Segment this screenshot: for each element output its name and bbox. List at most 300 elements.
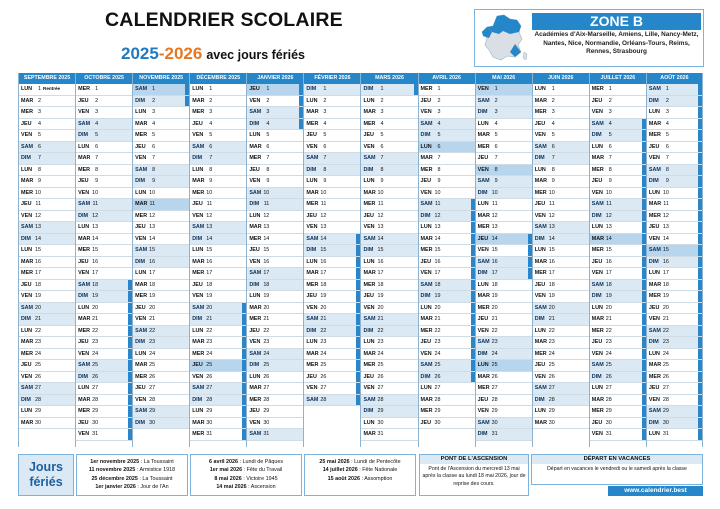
holidays-column-2	[190, 454, 302, 496]
day-name: JEU	[534, 201, 546, 207]
day-name: MER	[78, 247, 91, 253]
day-name: VEN	[21, 132, 33, 138]
day-name: VEN	[591, 189, 603, 196]
day-cell	[76, 234, 132, 246]
day-name: JEU	[135, 224, 146, 230]
day-name: LUN	[420, 304, 432, 311]
day-cell	[247, 130, 303, 142]
day-number: 15	[605, 247, 612, 253]
day-cell	[476, 188, 532, 200]
day-number: 25	[320, 362, 327, 368]
day-number: 1	[152, 86, 156, 92]
day-name: SAM	[420, 362, 433, 368]
day-name: MAR	[534, 97, 547, 104]
day-name: SAM	[21, 304, 33, 311]
holiday-entry: 25 décembre 2025 : La Toussaint	[91, 475, 173, 482]
day-cell	[190, 199, 246, 211]
day-name: DIM	[534, 396, 545, 403]
day-cell	[361, 176, 417, 188]
day-cell	[190, 176, 246, 188]
day-name: MAR	[192, 97, 205, 104]
day-cell	[476, 165, 532, 177]
day-cell	[19, 314, 75, 326]
day-name: JEU	[192, 362, 203, 368]
day-cell	[19, 291, 75, 303]
day-number: 16	[263, 258, 270, 265]
day-cell	[419, 211, 475, 223]
day-number: 22	[320, 327, 327, 334]
day-number: 30	[491, 419, 498, 426]
day-cell	[361, 280, 417, 292]
day-name: SAM	[78, 120, 91, 127]
day-cell	[533, 418, 589, 430]
day-cell	[419, 165, 475, 177]
day-name: MAR	[477, 132, 490, 138]
day-name: LUN	[21, 327, 33, 334]
day-number: 31	[206, 431, 213, 437]
day-cell	[247, 142, 303, 154]
day-cell	[247, 257, 303, 269]
day-number: 13	[662, 224, 669, 230]
day-number: 5	[437, 132, 441, 138]
day-cell	[361, 96, 417, 108]
day-cell	[419, 349, 475, 361]
day-number: 3	[608, 109, 612, 115]
day-cell	[419, 326, 475, 338]
day-name: LUN	[363, 419, 375, 426]
day-cell	[76, 303, 132, 315]
day-number: 5	[209, 132, 213, 138]
day-cell	[533, 165, 589, 177]
day-name: VEN	[78, 431, 90, 437]
day-number: 3	[494, 109, 498, 115]
day-cell	[647, 418, 702, 430]
day-number: 23	[377, 339, 384, 345]
day-cell	[533, 130, 589, 142]
day-number: 13	[149, 224, 156, 230]
day-number: 5	[608, 132, 612, 138]
day-name: JEU	[192, 281, 203, 288]
day-cell	[247, 268, 303, 280]
day-number: 1	[494, 86, 498, 92]
day-number: 4	[266, 120, 270, 127]
day-number: 3	[323, 109, 327, 115]
day-name: LUN	[591, 224, 603, 230]
day-number: 6	[494, 143, 498, 150]
day-name: JEU	[534, 120, 546, 127]
day-number: 9	[95, 178, 99, 184]
jours-feries-line2: fériés	[29, 475, 63, 489]
holiday-label: La Toussaint	[142, 475, 173, 482]
day-number: 19	[92, 293, 99, 299]
day-name: MER	[420, 86, 433, 92]
day-number: 2	[152, 97, 156, 104]
day-cell	[190, 84, 246, 96]
day-name: SAM	[648, 408, 661, 414]
day-cell	[190, 245, 246, 257]
day-name: VEN	[306, 304, 318, 311]
day-name: JEU	[78, 419, 89, 426]
day-name: SAM	[363, 396, 376, 403]
day-name: MAR	[534, 178, 547, 184]
day-name: LUN	[192, 86, 204, 92]
day-name: LUN	[306, 178, 318, 184]
day-number: 14	[434, 235, 441, 242]
day-cell	[476, 337, 532, 349]
day-cell	[76, 406, 132, 418]
day-name: MAR	[363, 350, 376, 357]
day-number: 10	[35, 189, 41, 196]
day-name: DIM	[135, 178, 146, 184]
day-name: DIM	[363, 166, 374, 173]
day-cell	[419, 130, 475, 142]
day-name: JEU	[477, 235, 489, 242]
day-name: VEN	[648, 396, 660, 403]
day-number: 18	[605, 281, 612, 288]
day-name: MER	[192, 189, 205, 196]
day-number: 2	[266, 97, 270, 104]
day-cell	[361, 188, 417, 200]
day-name: DIM	[135, 97, 146, 104]
day-name: LUN	[363, 258, 375, 265]
day-number: 27	[263, 385, 270, 391]
day-name: VEN	[78, 350, 90, 357]
day-cell	[19, 395, 75, 407]
day-cell	[247, 165, 303, 177]
day-name: SAM	[135, 327, 148, 334]
day-name: SAM	[648, 166, 661, 173]
day-name: LUN	[249, 132, 261, 138]
day-number: 30	[377, 419, 384, 426]
day-name: SAM	[534, 143, 547, 150]
day-number: 17	[605, 270, 612, 276]
day-name: MAR	[21, 339, 34, 345]
day-cell	[533, 96, 589, 108]
day-name: MAR	[192, 178, 205, 184]
day-name: MER	[648, 132, 661, 138]
day-cell	[76, 142, 132, 154]
day-cell	[133, 257, 189, 269]
day-number: 15	[320, 247, 327, 253]
day-cell	[19, 96, 75, 108]
day-cell	[647, 176, 702, 188]
day-number: 21	[35, 316, 41, 322]
day-name: MAR	[192, 419, 205, 426]
day-name: VEN	[306, 385, 318, 391]
day-cell	[304, 337, 360, 349]
day-cell	[647, 119, 702, 131]
day-name: JEU	[78, 258, 89, 265]
day-name: LUN	[477, 362, 489, 368]
day-name: SAM	[192, 224, 205, 230]
day-name: SAM	[135, 86, 148, 92]
day-cell	[133, 291, 189, 303]
year-end: 2026	[164, 44, 203, 63]
day-name: DIM	[591, 373, 602, 380]
day-number: 9	[494, 178, 498, 184]
day-name: MER	[591, 408, 604, 414]
day-name: DIM	[363, 408, 374, 414]
day-number: 21	[377, 316, 384, 322]
day-number: 29	[548, 408, 555, 414]
day-name: MAR	[21, 258, 34, 265]
day-number: 25	[92, 362, 99, 368]
day-name: VEN	[591, 431, 603, 437]
day-name: JEU	[21, 201, 32, 207]
day-number: 4	[380, 120, 384, 127]
day-cell	[476, 383, 532, 395]
day-number: 20	[377, 304, 384, 311]
day-cell	[419, 245, 475, 257]
day-name: MER	[477, 385, 490, 391]
day-number: 29	[605, 408, 612, 414]
day-name: MAR	[420, 235, 433, 242]
day-number: 12	[206, 212, 213, 219]
day-name: DIM	[534, 316, 545, 322]
day-number: 4	[323, 120, 327, 127]
day-cell	[133, 107, 189, 119]
holiday-label: Fête du Travail	[246, 467, 283, 474]
day-name: LUN	[648, 270, 660, 276]
day-cell	[133, 130, 189, 142]
holidays-column-3	[304, 454, 416, 496]
day-name: JEU	[363, 212, 374, 219]
day-cell	[419, 395, 475, 407]
day-name: DIM	[477, 109, 488, 115]
day-cell	[476, 429, 532, 441]
month-header: OCTOBRE 2025	[76, 73, 132, 84]
day-cell	[476, 268, 532, 280]
day-number: 30	[35, 419, 41, 426]
day-number: 14	[491, 235, 498, 242]
day-name: MER	[591, 247, 604, 253]
day-cell	[590, 153, 646, 165]
day-name: JEU	[78, 97, 89, 104]
day-cell	[647, 211, 702, 223]
day-number: 31	[662, 431, 669, 437]
day-number: 25	[434, 362, 441, 368]
zone-box	[474, 9, 704, 67]
holiday-label: Jour de l'An	[140, 484, 169, 491]
day-name: SAM	[420, 281, 433, 288]
day-name: JEU	[420, 178, 432, 184]
day-number: 11	[434, 201, 441, 207]
day-number: 2	[380, 97, 384, 104]
day-name: LUN	[249, 212, 261, 219]
day-number: 16	[377, 258, 384, 265]
day-cell	[647, 429, 702, 441]
day-number: 19	[662, 293, 669, 299]
day-name: VEN	[192, 373, 204, 380]
day-number: 5	[95, 132, 99, 138]
day-cell	[590, 222, 646, 234]
day-cell	[476, 199, 532, 211]
day-name: VEN	[534, 373, 546, 380]
day-cell	[76, 84, 132, 96]
day-cell	[533, 257, 589, 269]
day-number: 29	[263, 408, 270, 414]
day-cell	[190, 314, 246, 326]
day-name: JEU	[306, 293, 317, 299]
day-name: VEN	[477, 166, 489, 173]
day-name: JEU	[363, 293, 374, 299]
day-cell	[190, 383, 246, 395]
holiday-date: 11 novembre 2025	[88, 467, 136, 474]
day-name: LUN	[78, 385, 90, 391]
day-number: 5	[152, 132, 156, 138]
day-name: VEN	[477, 86, 489, 92]
day-number: 30	[662, 419, 669, 426]
day-name: SAM	[21, 224, 33, 230]
day-name: DIM	[135, 339, 146, 345]
day-number: 28	[263, 396, 270, 403]
day-number: 26	[491, 373, 498, 380]
day-name: LUN	[534, 247, 546, 253]
day-cell	[247, 326, 303, 338]
day-name: MER	[192, 270, 205, 276]
day-cell	[19, 142, 75, 154]
day-number: 29	[434, 408, 441, 414]
day-cell	[247, 360, 303, 372]
day-number: 10	[149, 189, 156, 196]
year-start: 2025	[121, 44, 159, 63]
day-name: JEU	[591, 339, 603, 345]
holiday-label: Victoire 1945	[246, 475, 278, 482]
day-name: MER	[534, 189, 547, 196]
day-number: 20	[605, 304, 612, 311]
day-name: SAM	[534, 224, 547, 230]
day-cell	[647, 280, 702, 292]
day-name: SAM	[534, 385, 547, 391]
day-number: 11	[492, 201, 498, 207]
day-number: 8	[494, 166, 498, 173]
day-number: 4	[608, 120, 612, 127]
day-cell	[19, 107, 75, 119]
day-number: 9	[38, 178, 41, 184]
day-name: SAM	[363, 155, 376, 161]
day-cell	[304, 119, 360, 131]
day-cell	[590, 165, 646, 177]
day-cell	[247, 84, 303, 96]
day-number: 1	[38, 86, 41, 92]
day-cell	[361, 257, 417, 269]
day-cell	[533, 314, 589, 326]
day-cell	[133, 84, 189, 96]
month-column	[475, 73, 532, 447]
day-cell	[247, 429, 303, 441]
day-cell	[190, 337, 246, 349]
day-number: 12	[662, 212, 669, 219]
day-cell	[190, 360, 246, 372]
day-name: LUN	[477, 281, 489, 288]
day-name: MAR	[306, 350, 319, 357]
day-cell	[304, 234, 360, 246]
day-cell	[190, 222, 246, 234]
day-cell	[76, 96, 132, 108]
day-cell	[133, 383, 189, 395]
day-name: LUN	[648, 189, 660, 196]
day-cell	[76, 165, 132, 177]
day-number: 4	[152, 120, 156, 127]
day-cell	[304, 96, 360, 108]
day-number: 24	[662, 350, 669, 357]
day-name: JEU	[192, 201, 203, 207]
day-number: 12	[35, 212, 41, 219]
day-number: 5	[323, 132, 327, 138]
day-name: DIM	[135, 258, 146, 265]
day-name: DIM	[249, 201, 260, 207]
day-number: 7	[380, 155, 384, 161]
day-number: 25	[263, 362, 270, 368]
holiday-date: 15 août 2026	[327, 475, 360, 482]
month-header: JANVIER 2026	[247, 73, 303, 84]
day-name: JEU	[648, 304, 660, 311]
day-cell	[419, 383, 475, 395]
day-number: 18	[662, 281, 669, 288]
day-name: JEU	[249, 86, 260, 92]
day-number: 10	[662, 189, 669, 196]
day-number: 19	[35, 293, 41, 299]
day-number: 7	[323, 155, 327, 161]
day-cell	[361, 245, 417, 257]
day-number: 25	[662, 362, 669, 368]
day-cell	[647, 314, 702, 326]
day-number: 21	[434, 316, 441, 322]
day-cell	[476, 406, 532, 418]
day-number: 9	[437, 178, 441, 184]
day-number: 24	[149, 350, 156, 357]
day-name: LUN	[192, 327, 204, 334]
day-name: MER	[249, 235, 262, 242]
day-number: 28	[548, 396, 555, 403]
day-cell	[247, 280, 303, 292]
day-cell	[190, 280, 246, 292]
day-cell	[247, 418, 303, 430]
day-number: 27	[548, 385, 555, 391]
day-cell	[533, 383, 589, 395]
day-cell	[590, 257, 646, 269]
day-name: DIM	[420, 132, 431, 138]
day-cell	[476, 222, 532, 234]
day-cell	[133, 142, 189, 154]
day-cell	[419, 222, 475, 234]
day-name: SAM	[306, 316, 319, 322]
day-number: 30	[548, 419, 555, 426]
day-number: 8	[266, 166, 270, 173]
day-name: DIM	[477, 270, 488, 276]
holiday-entry: 8 mai 2026 : Victoire 1945	[214, 475, 278, 482]
day-name: LUN	[21, 408, 33, 414]
year-dash: -	[158, 44, 165, 63]
day-cell	[590, 188, 646, 200]
day-name: MER	[534, 350, 547, 357]
day-cell	[533, 188, 589, 200]
day-number: 1	[551, 86, 555, 92]
website-link[interactable]: www.calendrier.best	[608, 486, 703, 496]
day-name: DIM	[363, 327, 374, 334]
day-name: LUN	[21, 86, 33, 92]
day-number: 16	[491, 258, 498, 265]
day-cell	[76, 429, 132, 441]
day-number: 1	[323, 86, 327, 92]
day-name: JEU	[249, 408, 260, 414]
day-cell	[590, 326, 646, 338]
day-number: 8	[38, 166, 41, 173]
day-name: MER	[477, 224, 490, 230]
day-name: VEN	[78, 109, 90, 115]
day-name: VEN	[534, 212, 546, 219]
holiday-entry: 14 juillet 2026 : Fête Nationale	[322, 467, 398, 474]
